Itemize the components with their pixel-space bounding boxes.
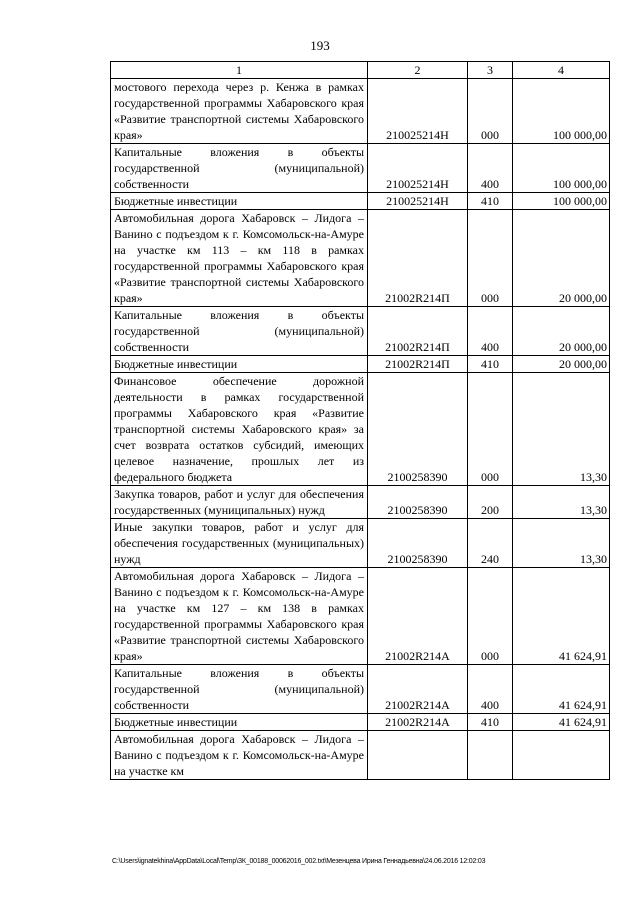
row-name: Бюджетные инвестиции [111, 193, 368, 210]
table-row [111, 144, 610, 193]
row-amount: 100 000,00 [513, 144, 610, 193]
row-code: 210025214Н [368, 79, 468, 144]
row-name: Бюджетные инвестиции [111, 714, 368, 731]
row-code: 21002R214П [368, 307, 468, 356]
table-row [111, 568, 610, 665]
row-amount: 100 000,00 [513, 79, 610, 144]
row-code: 2100258390 [368, 373, 468, 486]
header-col-1: 1 [111, 62, 368, 79]
table-row [111, 731, 610, 780]
row-code [368, 731, 468, 780]
row-name: Иные закупки товаров, работ и услуг для обеспечения государственных (муниципальных) нужд [111, 519, 368, 568]
row-amount: 41 624,91 [513, 665, 610, 714]
row-name: мостового перехода через р. Кенжа в рамках государственной программы Хабаровского края «Развитие транспортной системы Хабаровского края» [111, 79, 368, 144]
row-name: Капитальные вложения в объекты государственной (муниципальной) собственности [111, 144, 368, 193]
row-name: Финансовое обеспечение дорожной деятельности в рамках государственной программы Хабаровского края «Развитие транспортной системы Хабаровского края» за счет возврата остатков субсидий, имеющих целевое назначение, прошлых лет из федерального бюджета [111, 373, 368, 486]
table-row [111, 193, 610, 210]
table-header-row [111, 62, 610, 79]
table-row [111, 714, 610, 731]
row-amount: 41 624,91 [513, 714, 610, 731]
row-code: 21002R214А [368, 665, 468, 714]
row-code: 21002R214П [368, 356, 468, 373]
table-row [111, 373, 610, 486]
row-code: 21002R214П [368, 210, 468, 307]
row-name: Автомобильная дорога Хабаровск – Лидога – Ванино с подъездом к г. Комсомольск-на-Амуре на участке км 127 – км 138 в рамках государственной программы Хабаровского края «Развитие транспортной системы Хабаровского края» [111, 568, 368, 665]
row-code: 21002R214А [368, 568, 468, 665]
row-expense-type: 410 [468, 714, 513, 731]
table-row [111, 79, 610, 144]
table-row [111, 356, 610, 373]
row-expense-type: 410 [468, 356, 513, 373]
row-amount: 41 624,91 [513, 568, 610, 665]
row-code: 210025214Н [368, 144, 468, 193]
row-amount: 20 000,00 [513, 307, 610, 356]
row-amount: 20 000,00 [513, 356, 610, 373]
row-expense-type: 400 [468, 144, 513, 193]
table-row [111, 486, 610, 519]
row-amount: 13,30 [513, 519, 610, 568]
row-name: Бюджетные инвестиции [111, 356, 368, 373]
row-expense-type: 000 [468, 210, 513, 307]
row-amount [513, 731, 610, 780]
footer-file-path: C:\Users\ignatekhina\AppData\Local\Temp\ЗК_00188_00062016_002.txt\Мезенцева Ирина Геннадьевна\24.06.2016 12:02:03 [112, 858, 486, 865]
row-code: 2100258390 [368, 486, 468, 519]
row-amount: 13,30 [513, 373, 610, 486]
header-col-4: 4 [513, 62, 610, 79]
row-expense-type: 000 [468, 568, 513, 665]
table-row [111, 307, 610, 356]
row-expense-type: 400 [468, 665, 513, 714]
row-code: 21002R214А [368, 714, 468, 731]
row-name: Автомобильная дорога Хабаровск – Лидога – Ванино с подъездом к г. Комсомольск-на-Амуре на участке км 113 – км 118 в рамках государственной программы Хабаровского края «Развитие транспортной системы Хабаровского края» [111, 210, 368, 307]
row-expense-type [468, 731, 513, 780]
row-name: Закупка товаров, работ и услуг для обеспечения государственных (муниципальных) нужд [111, 486, 368, 519]
row-expense-type: 400 [468, 307, 513, 356]
table-row [111, 665, 610, 714]
row-expense-type: 000 [468, 373, 513, 486]
budget-table [110, 61, 610, 780]
header-col-2: 2 [368, 62, 468, 79]
row-name: Автомобильная дорога Хабаровск – Лидога – Ванино с подъездом к г. Комсомольск-на-Амуре на участке км [111, 731, 368, 780]
row-expense-type: 240 [468, 519, 513, 568]
row-expense-type: 000 [468, 79, 513, 144]
table-row [111, 519, 610, 568]
row-code: 210025214Н [368, 193, 468, 210]
page-number: 193 [310, 38, 330, 53]
row-amount: 20 000,00 [513, 210, 610, 307]
row-expense-type: 410 [468, 193, 513, 210]
row-amount: 13,30 [513, 486, 610, 519]
header-col-3: 3 [468, 62, 513, 79]
row-code: 2100258390 [368, 519, 468, 568]
row-name: Капитальные вложения в объекты государственной (муниципальной) собственности [111, 665, 368, 714]
row-expense-type: 200 [468, 486, 513, 519]
row-amount: 100 000,00 [513, 193, 610, 210]
row-name: Капитальные вложения в объекты государственной (муниципальной) собственности [111, 307, 368, 356]
table-row [111, 210, 610, 307]
